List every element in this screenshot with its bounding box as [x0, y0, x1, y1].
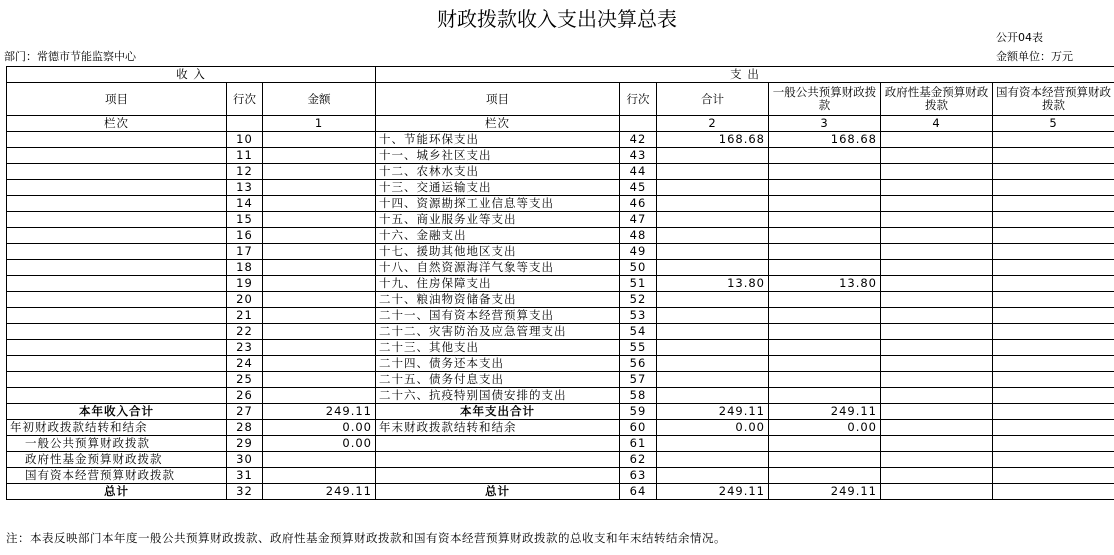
cell[interactable] — [993, 180, 1114, 196]
cell[interactable] — [769, 324, 881, 340]
cell[interactable]: 31 — [227, 468, 263, 484]
cell[interactable] — [657, 164, 769, 180]
cell[interactable] — [881, 180, 993, 196]
table-row — [7, 388, 1114, 404]
cell[interactable] — [881, 436, 993, 452]
table-row — [7, 244, 1114, 260]
cell[interactable]: 13.80 — [769, 276, 881, 292]
cell[interactable]: 49 — [620, 244, 657, 260]
cell[interactable] — [7, 388, 227, 404]
cell[interactable] — [657, 180, 769, 196]
col-index-3: 3 — [769, 116, 881, 132]
cell[interactable]: 十六、金融支出 — [376, 228, 620, 244]
cell[interactable] — [7, 260, 227, 276]
cell[interactable]: 47 — [620, 212, 657, 228]
cell[interactable]: 249.11 — [657, 484, 769, 500]
cell[interactable]: 十四、资源勘探工业信息等支出 — [376, 196, 620, 212]
report-table — [6, 66, 1114, 500]
cell[interactable] — [7, 276, 227, 292]
cell[interactable]: 61 — [620, 436, 657, 452]
summary-row-grand-total — [7, 484, 1114, 500]
cell[interactable]: 十五、商业服务业等支出 — [376, 212, 620, 228]
cell[interactable] — [263, 212, 376, 228]
cell[interactable] — [769, 164, 881, 180]
cell[interactable]: 政府性基金预算财政拨款 — [7, 452, 227, 468]
cell[interactable] — [7, 292, 227, 308]
cell[interactable] — [769, 260, 881, 276]
cell[interactable] — [657, 340, 769, 356]
cell[interactable] — [7, 212, 227, 228]
cell[interactable] — [881, 196, 993, 212]
summary-row-general — [7, 436, 1114, 452]
footnote: 注：本表反映部门本年度一般公共预算财政拨款、政府性基金预算财政拨款和国有资本经营预算财政拨款的总收支和年末结转结余情况。 — [6, 531, 726, 545]
cell[interactable]: 62 — [620, 452, 657, 468]
cell[interactable] — [263, 356, 376, 372]
cell[interactable] — [993, 340, 1114, 356]
summary-row-carry — [7, 420, 1114, 436]
cell[interactable]: 46 — [620, 196, 657, 212]
cell[interactable]: 十、节能环保支出 — [376, 132, 620, 148]
cell[interactable]: 23 — [227, 340, 263, 356]
cell[interactable]: 14 — [227, 196, 263, 212]
cell[interactable] — [769, 228, 881, 244]
cell[interactable]: 30 — [227, 452, 263, 468]
cell[interactable] — [769, 180, 881, 196]
cell[interactable]: 0.00 — [263, 420, 376, 436]
cell[interactable] — [993, 276, 1114, 292]
cell[interactable]: 十三、交通运输支出 — [376, 180, 620, 196]
cell[interactable] — [993, 484, 1114, 500]
cell[interactable] — [7, 196, 227, 212]
cell[interactable] — [7, 308, 227, 324]
cell[interactable]: 本年收入合计 — [7, 404, 227, 420]
cell[interactable] — [993, 148, 1114, 164]
cell[interactable] — [657, 196, 769, 212]
cell[interactable] — [993, 356, 1114, 372]
cell[interactable]: 32 — [227, 484, 263, 500]
cell[interactable]: 25 — [227, 372, 263, 388]
cell[interactable] — [376, 452, 620, 468]
header-row-2 — [7, 83, 1114, 116]
cell[interactable] — [7, 324, 227, 340]
table-row — [7, 260, 1114, 276]
cell[interactable] — [881, 308, 993, 324]
cell[interactable] — [657, 292, 769, 308]
cell[interactable]: 44 — [620, 164, 657, 180]
cell[interactable] — [881, 212, 993, 228]
cell[interactable]: 年初财政拨款结转和结余 — [7, 420, 227, 436]
table-row — [7, 148, 1114, 164]
cell[interactable] — [993, 308, 1114, 324]
cell[interactable] — [993, 452, 1114, 468]
cell[interactable] — [657, 436, 769, 452]
cell[interactable] — [993, 164, 1114, 180]
col-total-header: 合计 — [657, 83, 769, 116]
cell[interactable] — [263, 228, 376, 244]
cell[interactable]: 13.80 — [657, 276, 769, 292]
summary-row-fund — [7, 452, 1114, 468]
cell[interactable] — [993, 228, 1114, 244]
cell[interactable] — [769, 196, 881, 212]
cell[interactable] — [7, 228, 227, 244]
cell[interactable]: 48 — [620, 228, 657, 244]
col-index-4: 4 — [881, 116, 993, 132]
cell[interactable]: 21 — [227, 308, 263, 324]
cell[interactable]: 0.00 — [769, 420, 881, 436]
unit-label: 金额单位：万元 — [996, 50, 1073, 63]
cell[interactable]: 年末财政拨款结转和结余 — [376, 420, 620, 436]
cell[interactable] — [263, 340, 376, 356]
table-row — [7, 228, 1114, 244]
col-rowno2-header: 行次 — [620, 83, 657, 116]
cell[interactable]: 54 — [620, 324, 657, 340]
cell[interactable] — [881, 164, 993, 180]
cell[interactable]: 64 — [620, 484, 657, 500]
col-index-1: 1 — [263, 116, 376, 132]
table-row — [7, 324, 1114, 340]
department-label: 部门：常德市节能监察中心 — [4, 50, 136, 63]
col-empty — [227, 116, 263, 132]
cell[interactable] — [769, 468, 881, 484]
cell[interactable] — [769, 436, 881, 452]
col-capital-header: 国有资本经营预算财政拨款 — [993, 83, 1114, 116]
cell[interactable] — [881, 228, 993, 244]
cell[interactable] — [993, 372, 1114, 388]
cell[interactable] — [881, 484, 993, 500]
cell[interactable] — [657, 356, 769, 372]
cell[interactable] — [993, 468, 1114, 484]
cell[interactable]: 168.68 — [769, 132, 881, 148]
table-row — [7, 132, 1114, 148]
cell[interactable]: 22 — [227, 324, 263, 340]
cell[interactable] — [993, 132, 1114, 148]
cell[interactable] — [881, 404, 993, 420]
cell[interactable]: 249.11 — [769, 484, 881, 500]
col-empty — [620, 116, 657, 132]
cell[interactable] — [993, 260, 1114, 276]
cell[interactable]: 24 — [227, 356, 263, 372]
cell[interactable] — [881, 324, 993, 340]
cell[interactable] — [657, 308, 769, 324]
col-index-5: 5 — [993, 116, 1114, 132]
cell[interactable]: 55 — [620, 340, 657, 356]
cell[interactable]: 总计 — [376, 484, 620, 500]
cell[interactable]: 52 — [620, 292, 657, 308]
cell[interactable] — [263, 292, 376, 308]
cell[interactable] — [769, 372, 881, 388]
table-row — [7, 276, 1114, 292]
cell[interactable] — [263, 468, 376, 484]
cell[interactable] — [263, 164, 376, 180]
expense-header: 支 出 — [376, 67, 1114, 83]
cell[interactable] — [657, 372, 769, 388]
cell[interactable] — [993, 324, 1114, 340]
cell[interactable] — [263, 244, 376, 260]
report-title: 财政拨款收入支出决算总表 — [437, 7, 677, 31]
income-header: 收 入 — [7, 67, 376, 83]
table-row — [7, 196, 1114, 212]
cell[interactable] — [263, 388, 376, 404]
header-row-3 — [7, 116, 1114, 132]
cell[interactable] — [657, 212, 769, 228]
table-row — [7, 308, 1114, 324]
cell[interactable] — [376, 436, 620, 452]
cell[interactable]: 二十、粮油物资储备支出 — [376, 292, 620, 308]
cell[interactable]: 10 — [227, 132, 263, 148]
cell[interactable] — [769, 388, 881, 404]
cell[interactable] — [881, 340, 993, 356]
cell[interactable]: 17 — [227, 244, 263, 260]
cell[interactable] — [881, 132, 993, 148]
cell[interactable] — [993, 404, 1114, 420]
cell[interactable]: 53 — [620, 308, 657, 324]
cell[interactable]: 15 — [227, 212, 263, 228]
cell[interactable] — [7, 356, 227, 372]
cell[interactable] — [263, 132, 376, 148]
cell[interactable] — [657, 468, 769, 484]
cell[interactable]: 十八、自然资源海洋气象等支出 — [376, 260, 620, 276]
cell[interactable]: 0.00 — [657, 420, 769, 436]
table-row — [7, 164, 1114, 180]
cell[interactable] — [881, 420, 993, 436]
cell[interactable] — [657, 452, 769, 468]
cell[interactable] — [881, 292, 993, 308]
cell[interactable]: 58 — [620, 388, 657, 404]
cell[interactable] — [993, 436, 1114, 452]
col-item2-header: 项目 — [376, 83, 620, 116]
cell[interactable]: 59 — [620, 404, 657, 420]
cell[interactable] — [263, 196, 376, 212]
cell[interactable]: 二十五、债务付息支出 — [376, 372, 620, 388]
cell[interactable] — [263, 180, 376, 196]
cell[interactable] — [657, 244, 769, 260]
cell[interactable] — [263, 452, 376, 468]
cell[interactable]: 16 — [227, 228, 263, 244]
cell[interactable]: 二十二、灾害防治及应急管理支出 — [376, 324, 620, 340]
col-fund-header: 政府性基金预算财政拨款 — [881, 83, 993, 116]
cell[interactable] — [993, 244, 1114, 260]
cell[interactable] — [769, 148, 881, 164]
cell[interactable] — [263, 260, 376, 276]
cell[interactable] — [263, 148, 376, 164]
cell[interactable] — [263, 372, 376, 388]
cell[interactable] — [881, 356, 993, 372]
cell[interactable]: 国有资本经营预算财政拨款 — [7, 468, 227, 484]
cell[interactable]: 11 — [227, 148, 263, 164]
cell[interactable] — [769, 292, 881, 308]
cell[interactable]: 二十三、其他支出 — [376, 340, 620, 356]
table-row — [7, 180, 1114, 196]
cell[interactable] — [769, 356, 881, 372]
summary-row-year-total — [7, 404, 1114, 420]
cell[interactable] — [7, 180, 227, 196]
cell[interactable] — [657, 388, 769, 404]
cell[interactable]: 26 — [227, 388, 263, 404]
cell[interactable] — [657, 260, 769, 276]
cell[interactable]: 十二、农林水支出 — [376, 164, 620, 180]
cell[interactable]: 51 — [620, 276, 657, 292]
cell[interactable] — [993, 388, 1114, 404]
cell[interactable]: 十九、住房保障支出 — [376, 276, 620, 292]
col-amount-header: 金额 — [263, 83, 376, 116]
cell[interactable]: 12 — [227, 164, 263, 180]
cell[interactable] — [7, 148, 227, 164]
cell[interactable]: 63 — [620, 468, 657, 484]
cell[interactable] — [769, 308, 881, 324]
cell[interactable]: 一般公共预算财政拨款 — [7, 436, 227, 452]
cell[interactable] — [881, 244, 993, 260]
cell[interactable]: 45 — [620, 180, 657, 196]
col-item-header: 项目 — [7, 83, 227, 116]
cell[interactable]: 二十一、国有资本经营预算支出 — [376, 308, 620, 324]
cell[interactable]: 二十四、债务还本支出 — [376, 356, 620, 372]
cell[interactable] — [881, 148, 993, 164]
cell[interactable] — [7, 132, 227, 148]
cell[interactable]: 56 — [620, 356, 657, 372]
cell[interactable]: 19 — [227, 276, 263, 292]
summary-row-capital — [7, 468, 1114, 484]
cell[interactable] — [993, 212, 1114, 228]
cell[interactable]: 二十六、抗疫特别国债安排的支出 — [376, 388, 620, 404]
col-label-right: 栏次 — [376, 116, 620, 132]
cell[interactable] — [993, 292, 1114, 308]
col-general-header: 一般公共预算财政拨款 — [769, 83, 881, 116]
cell[interactable] — [881, 388, 993, 404]
cell[interactable] — [263, 324, 376, 340]
cell[interactable]: 13 — [227, 180, 263, 196]
cell[interactable] — [657, 324, 769, 340]
cell[interactable] — [7, 164, 227, 180]
col-index-2: 2 — [657, 116, 769, 132]
cell[interactable] — [657, 228, 769, 244]
cell[interactable] — [881, 452, 993, 468]
cell[interactable]: 57 — [620, 372, 657, 388]
cell[interactable] — [263, 276, 376, 292]
header-row-1 — [7, 67, 1114, 83]
cell[interactable]: 十七、援助其他地区支出 — [376, 244, 620, 260]
cell[interactable]: 28 — [227, 420, 263, 436]
cell[interactable] — [769, 452, 881, 468]
cell[interactable]: 168.68 — [657, 132, 769, 148]
cell[interactable]: 十一、城乡社区支出 — [376, 148, 620, 164]
cell[interactable]: 20 — [227, 292, 263, 308]
cell[interactable]: 42 — [620, 132, 657, 148]
cell[interactable] — [881, 468, 993, 484]
table-row — [7, 212, 1114, 228]
cell[interactable]: 249.11 — [657, 404, 769, 420]
cell[interactable]: 27 — [227, 404, 263, 420]
cell[interactable] — [881, 260, 993, 276]
table-row — [7, 292, 1114, 308]
col-rowno-header: 行次 — [227, 83, 263, 116]
cell[interactable] — [769, 340, 881, 356]
cell[interactable] — [881, 276, 993, 292]
cell[interactable]: 50 — [620, 260, 657, 276]
table-row — [7, 372, 1114, 388]
cell[interactable] — [993, 196, 1114, 212]
cell[interactable]: 60 — [620, 420, 657, 436]
table-row — [7, 340, 1114, 356]
cell[interactable] — [881, 372, 993, 388]
cell[interactable]: 249.11 — [769, 404, 881, 420]
cell[interactable]: 总计 — [7, 484, 227, 500]
cell[interactable]: 249.11 — [263, 484, 376, 500]
cell[interactable]: 0.00 — [263, 436, 376, 452]
cell[interactable]: 29 — [227, 436, 263, 452]
cell[interactable]: 本年支出合计 — [376, 404, 620, 420]
form-number: 公开04表 — [996, 31, 1043, 44]
cell[interactable] — [263, 308, 376, 324]
cell[interactable] — [376, 468, 620, 484]
cell[interactable] — [769, 244, 881, 260]
cell[interactable] — [769, 212, 881, 228]
col-label-left: 栏次 — [7, 116, 227, 132]
cell[interactable] — [7, 340, 227, 356]
cell[interactable] — [993, 420, 1114, 436]
cell[interactable] — [7, 372, 227, 388]
table-row — [7, 356, 1114, 372]
cell[interactable] — [657, 148, 769, 164]
cell[interactable]: 43 — [620, 148, 657, 164]
cell[interactable]: 18 — [227, 260, 263, 276]
cell[interactable] — [7, 244, 227, 260]
cell[interactable]: 249.11 — [263, 404, 376, 420]
